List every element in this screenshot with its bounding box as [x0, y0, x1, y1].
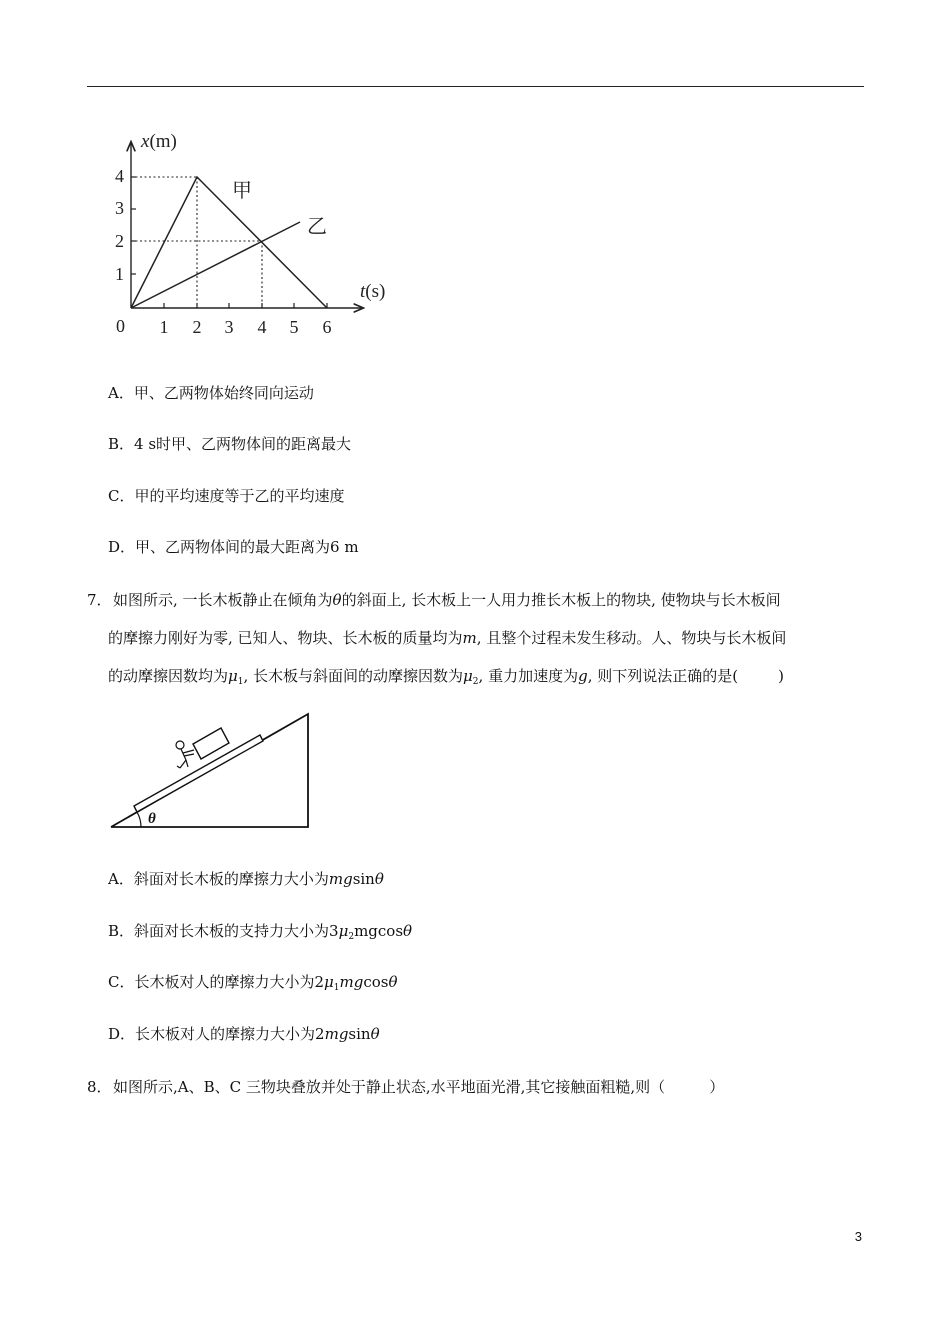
stem-text: , 重力加速度为 — [478, 667, 579, 685]
stem-text: ) — [778, 667, 784, 685]
q7-stem-line3 — [108, 665, 784, 687]
y-tick-labels — [115, 166, 124, 284]
option-text: 斜面对长木板的支持力大小为 — [134, 922, 330, 940]
q7-option-b — [108, 920, 412, 942]
block — [193, 728, 229, 759]
option-letter: B． — [108, 922, 135, 940]
subscript: 1 — [333, 983, 340, 993]
series-yi-line — [131, 222, 300, 308]
stem-text: 如图所示, 一长木板静止在倾角为 — [113, 591, 333, 609]
q6-option-d — [108, 536, 359, 558]
stem-text: , 则下列说法正确的是( — [587, 667, 739, 685]
q7-number: 7． — [87, 591, 112, 609]
person — [176, 741, 194, 768]
incline-figure — [108, 708, 318, 833]
mu-symbol: μ — [338, 922, 349, 940]
math-term: sin — [348, 1025, 371, 1043]
option-text: 甲的平均速度等于乙的平均速度 — [134, 487, 345, 505]
theta-symbol: θ — [370, 1025, 380, 1043]
option-text: 长木板对人的摩擦力大小为 — [135, 1025, 316, 1043]
math-term: mg — [324, 1025, 349, 1043]
y-tick-label: 1 — [115, 264, 124, 284]
page-number: 3 — [854, 1229, 862, 1244]
x-tick-label: 6 — [322, 317, 332, 337]
mu-symbol: μ — [228, 667, 238, 685]
y-tick-label: 3 — [115, 198, 124, 218]
coefficient: 2 — [315, 1025, 325, 1043]
xt-graph-figure — [100, 125, 400, 340]
math-term: mg — [339, 973, 364, 991]
stem-text: ） — [709, 1078, 725, 1096]
option-letter: A． — [108, 870, 134, 888]
math-term: cos — [363, 973, 389, 991]
option-text: 斜面对长木板的摩擦力大小为 — [133, 870, 329, 888]
angle-arc — [137, 812, 141, 827]
q8-number: 8． — [87, 1078, 112, 1096]
q6-option-c — [108, 485, 345, 507]
series-yi-label: 乙 — [307, 216, 327, 238]
coefficient: 2 — [314, 973, 325, 991]
option-letter: A． — [108, 384, 134, 402]
x-tick-label: 5 — [289, 317, 299, 337]
y-axis-label: x(m) — [141, 131, 177, 152]
q7-stem-line1 — [113, 589, 781, 611]
x-axis-label: t(s) — [360, 281, 386, 302]
q7-option-a — [108, 868, 384, 890]
theta-label: θ — [148, 811, 156, 827]
x-tick-label: 3 — [224, 317, 234, 337]
gravity-symbol: g — [578, 667, 588, 685]
series-jia-line — [131, 177, 327, 308]
q6-option-b — [108, 433, 351, 455]
header-rule — [87, 86, 864, 87]
stem-text: 的斜面上, 长木板上一人用力推长木板上的物块, 使物块与长木板间 — [341, 591, 781, 609]
option-text: 4 s时甲、乙两物体间的距离最大 — [134, 435, 352, 453]
q8-stem — [113, 1076, 724, 1098]
x-tick-label: 1 — [159, 317, 169, 337]
math-term: sin — [352, 870, 375, 888]
x-tick-marks — [164, 303, 327, 308]
x-tick-label: 4 — [257, 317, 267, 337]
option-text: 长木板对人的摩擦力大小为 — [134, 973, 315, 991]
mu-symbol: μ — [324, 973, 334, 991]
option-text: 甲、乙两物体间的最大距离为6 m — [135, 538, 359, 556]
math-term: mgcos — [354, 922, 404, 940]
option-letter: B． — [108, 435, 135, 453]
y-tick-label: 2 — [115, 231, 124, 251]
mass-symbol: m — [462, 629, 477, 647]
mu-symbol: μ — [463, 667, 473, 685]
option-text: 甲、乙两物体始终同向运动 — [133, 384, 314, 402]
q7-stem-line2 — [108, 627, 786, 649]
stem-text: , 长木板与斜面间的动摩擦因数为 — [243, 667, 464, 685]
q7-option-c — [108, 971, 398, 993]
theta-symbol: θ — [332, 591, 342, 609]
stem-text: 的摩擦力刚好为零, 已知人、物块、长木板的质量均为 — [108, 629, 463, 647]
coefficient: 3 — [329, 922, 339, 940]
stem-text: , 且整个过程未发生移动。人、物块与长木板间 — [476, 629, 787, 647]
subscript: 2 — [348, 932, 355, 942]
q7-option-d — [108, 1023, 380, 1045]
theta-symbol: θ — [403, 922, 413, 940]
stem-text: 如图所示,A、B、C 三物块叠放并处于静止状态,水平地面光滑,其它接触面粗糙,则（ — [113, 1078, 666, 1096]
subscript: 1 — [237, 677, 244, 687]
x-tick-labels — [160, 317, 332, 337]
origin-label: 0 — [116, 316, 125, 336]
y-tick-marks — [131, 177, 136, 274]
option-letter: D． — [108, 1025, 136, 1043]
subscript: 2 — [472, 677, 479, 687]
theta-symbol: θ — [374, 870, 384, 888]
option-letter: C． — [108, 973, 135, 991]
q6-option-a — [108, 382, 314, 404]
series-jia-label: 甲 — [232, 180, 252, 202]
x-tick-label: 2 — [192, 317, 202, 337]
option-letter: C． — [108, 487, 135, 505]
option-letter: D． — [108, 538, 136, 556]
stem-text: 的动摩擦因数均为 — [108, 667, 229, 685]
y-tick-label: 4 — [115, 166, 124, 186]
math-term: mg — [328, 870, 353, 888]
theta-symbol: θ — [388, 973, 398, 991]
